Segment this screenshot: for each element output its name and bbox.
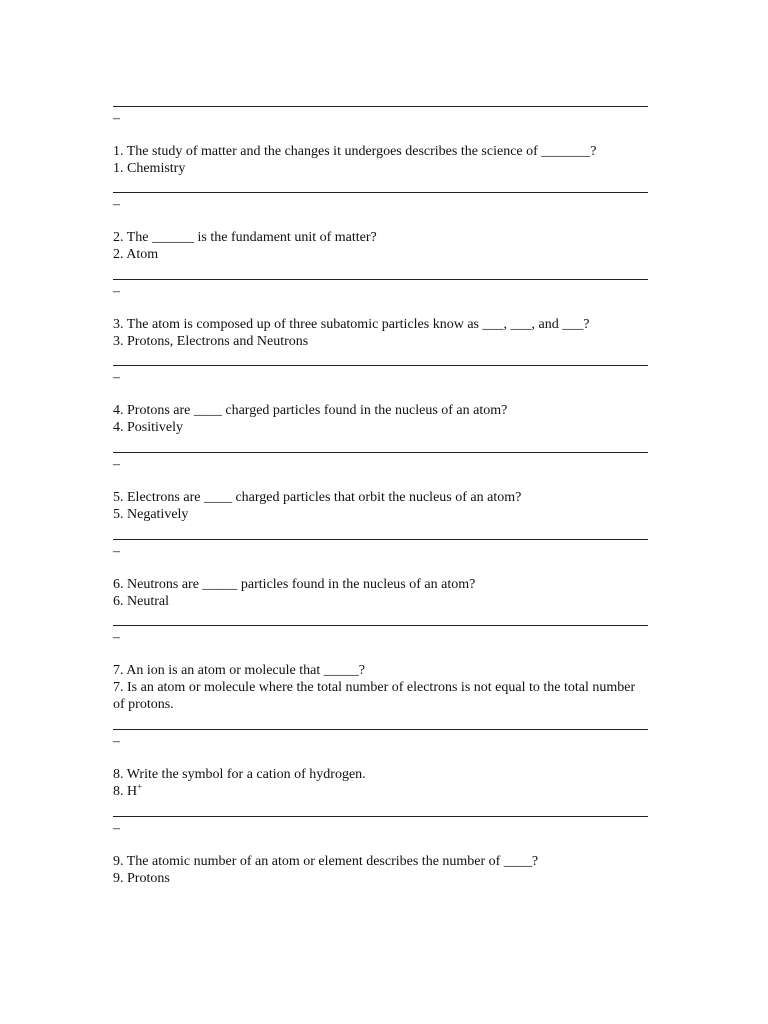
separator-rule [113,365,648,366]
worksheet-page [113,0,648,1024]
answer-8 [113,783,648,800]
answer-2: 2. Atom [113,247,159,262]
question-6: 6. Neutrons are _____ particles found in the nucleus of an atom? [113,577,476,592]
separator-dash: – [113,734,120,749]
separator-dash: – [113,111,120,126]
question-9: 9. The atomic number of an atom or element describes the number of ____? [113,854,539,869]
separator-dash: – [113,370,120,385]
question-2: 2. The ______ is the fundament unit of matter? [113,230,377,245]
answer-8-text: 8. H [113,784,138,799]
separator-dash: – [113,544,120,559]
separator-rule [113,452,648,453]
separator-dash: – [113,284,120,299]
qa-item-6 [113,539,648,610]
separator-rule [113,625,648,626]
answer-4: 4. Positively [113,420,184,435]
qa-item-1 [113,106,648,177]
separator-rule [113,279,648,280]
answer-1: 1. Chemistry [113,161,186,176]
separator-dash: – [113,821,120,836]
separator-rule [113,539,648,540]
qa-item-8 [113,729,648,800]
question-3: 3. The atom is composed up of three subatomic particles know as ___, ___, and ___? [113,317,590,332]
answer-3: 3. Protons, Electrons and Neutrons [113,334,309,349]
qa-item-5 [113,452,648,523]
qa-item-7 [113,625,648,713]
qa-item-2 [113,192,648,263]
answer-8-superscript: + [137,781,143,792]
answer-5: 5. Negatively [113,507,189,522]
separator-rule [113,192,648,193]
qa-item-4 [113,365,648,436]
answer-7: 7. Is an atom or molecule where the total number of electrons is not equal to the total number of protons. [113,680,636,712]
answer-9: 9. Protons [113,871,170,886]
qa-item-9 [113,816,648,887]
qa-item-3 [113,279,648,350]
question-4: 4. Protons are ____ charged particles found in the nucleus of an atom? [113,403,508,418]
question-5: 5. Electrons are ____ charged particles that orbit the nucleus of an atom? [113,490,522,505]
question-8: 8. Write the symbol for a cation of hydrogen. [113,767,366,782]
separator-rule [113,729,648,730]
separator-dash: – [113,630,120,645]
answer-6: 6. Neutral [113,594,169,609]
separator-rule [113,816,648,817]
separator-dash: – [113,197,120,212]
separator-dash: – [113,457,120,472]
separator-rule [113,106,648,107]
question-7: 7. An ion is an atom or molecule that _____? [113,663,365,678]
question-1: 1. The study of matter and the changes it undergoes describes the science of _______? [113,144,597,159]
